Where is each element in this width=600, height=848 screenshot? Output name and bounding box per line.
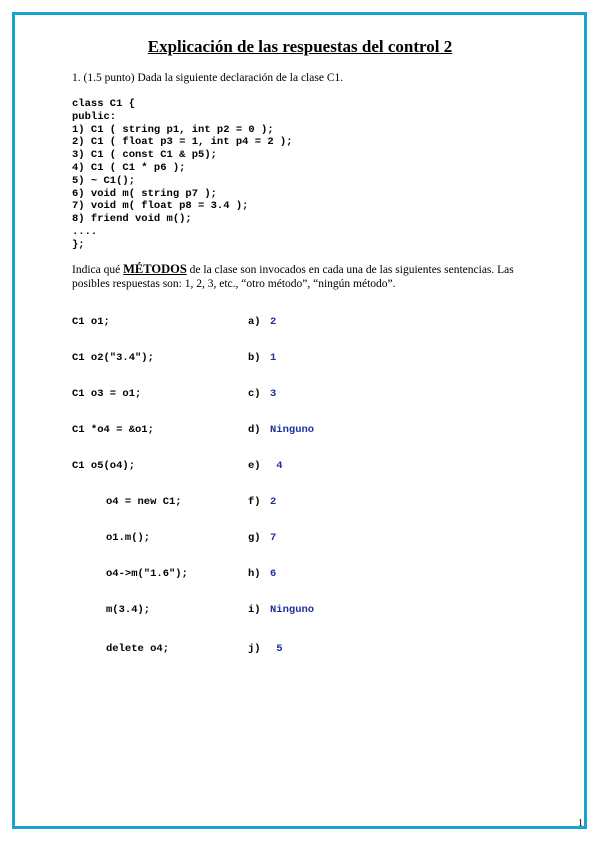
- answer-letter: b): [248, 352, 261, 364]
- answer-row: [0, 643, 600, 657]
- statement: o4->m("1.6");: [106, 568, 188, 580]
- answer-value: 4: [270, 460, 283, 472]
- code-block: [72, 98, 293, 252]
- code-line: 1) C1 ( string p1, int p2 = 0 );: [72, 123, 274, 136]
- answer-letter: j): [248, 643, 261, 655]
- code-line: 2) C1 ( float p3 = 1, int p4 = 2 );: [72, 136, 293, 149]
- answer-row: [0, 424, 600, 438]
- answer-value: 1: [270, 352, 277, 364]
- answer-row: [0, 460, 600, 474]
- answer-letter: g): [248, 532, 261, 544]
- answer-value: 5: [270, 643, 283, 655]
- answer-row: [0, 604, 600, 618]
- answer-row: [0, 388, 600, 402]
- code-line: 7) void m( float p8 = 3.4 );: [72, 200, 249, 213]
- answer-letter: f): [248, 496, 261, 508]
- answer-value: 7: [270, 532, 277, 544]
- instructions-bold: MÉTODOS: [123, 262, 187, 276]
- answer-value: 3: [270, 388, 277, 400]
- instructions-after: de la clase son invocados en cada una de las siguientes sentencias. Las posibles respuestas son: 1, 2, 3, etc., “otro método”, “ningún método”.: [72, 264, 514, 290]
- answer-letter: a): [248, 316, 261, 328]
- statement: delete o4;: [106, 643, 170, 655]
- answer-value: 2: [270, 496, 277, 508]
- code-line: 4) C1 ( C1 * p6 );: [72, 161, 186, 174]
- answer-letter: e): [248, 460, 261, 472]
- answer-value: Ninguno: [270, 424, 315, 436]
- statement: C1 o1;: [72, 316, 110, 328]
- answer-row: [0, 316, 600, 330]
- code-line: public:: [72, 110, 117, 123]
- code-line: 6) void m( string p7 );: [72, 187, 217, 200]
- answer-value: Ninguno: [270, 604, 315, 616]
- statement: o4 = new C1;: [106, 496, 182, 508]
- code-line: 3) C1 ( const C1 & p5);: [72, 149, 217, 162]
- statement: C1 o2("3.4");: [72, 352, 154, 364]
- question-header: 1. (1.5 punto) Dada la siguiente declaración de la clase C1.: [72, 72, 344, 84]
- instructions: [72, 262, 542, 291]
- answer-letter: c): [248, 388, 261, 400]
- page-title: Explicación de las respuestas del control 2: [147, 37, 453, 56]
- answer-row: [0, 532, 600, 546]
- answer-value: 2: [270, 316, 277, 328]
- answer-letter: i): [248, 604, 261, 616]
- statement: o1.m();: [106, 532, 151, 544]
- code-line: class C1 {: [72, 98, 136, 110]
- instructions-before: Indica qué: [72, 264, 124, 276]
- statement: C1 o5(o4);: [72, 460, 136, 472]
- answer-value: 6: [270, 568, 277, 580]
- code-line: 5) ~ C1();: [72, 174, 136, 187]
- answer-row: [0, 496, 600, 510]
- answer-row: [0, 352, 600, 366]
- answer-letter: h): [248, 568, 261, 580]
- page-number: 1: [578, 818, 583, 829]
- statement: C1 o3 = o1;: [72, 388, 142, 400]
- answer-row: [0, 568, 600, 582]
- statement: C1 *o4 = &o1;: [72, 424, 154, 436]
- code-line: ....: [72, 225, 98, 238]
- statement: m(3.4);: [106, 604, 151, 616]
- answer-letter: d): [248, 424, 261, 436]
- code-line: };: [72, 238, 85, 251]
- code-line: 8) friend void m();: [72, 213, 192, 226]
